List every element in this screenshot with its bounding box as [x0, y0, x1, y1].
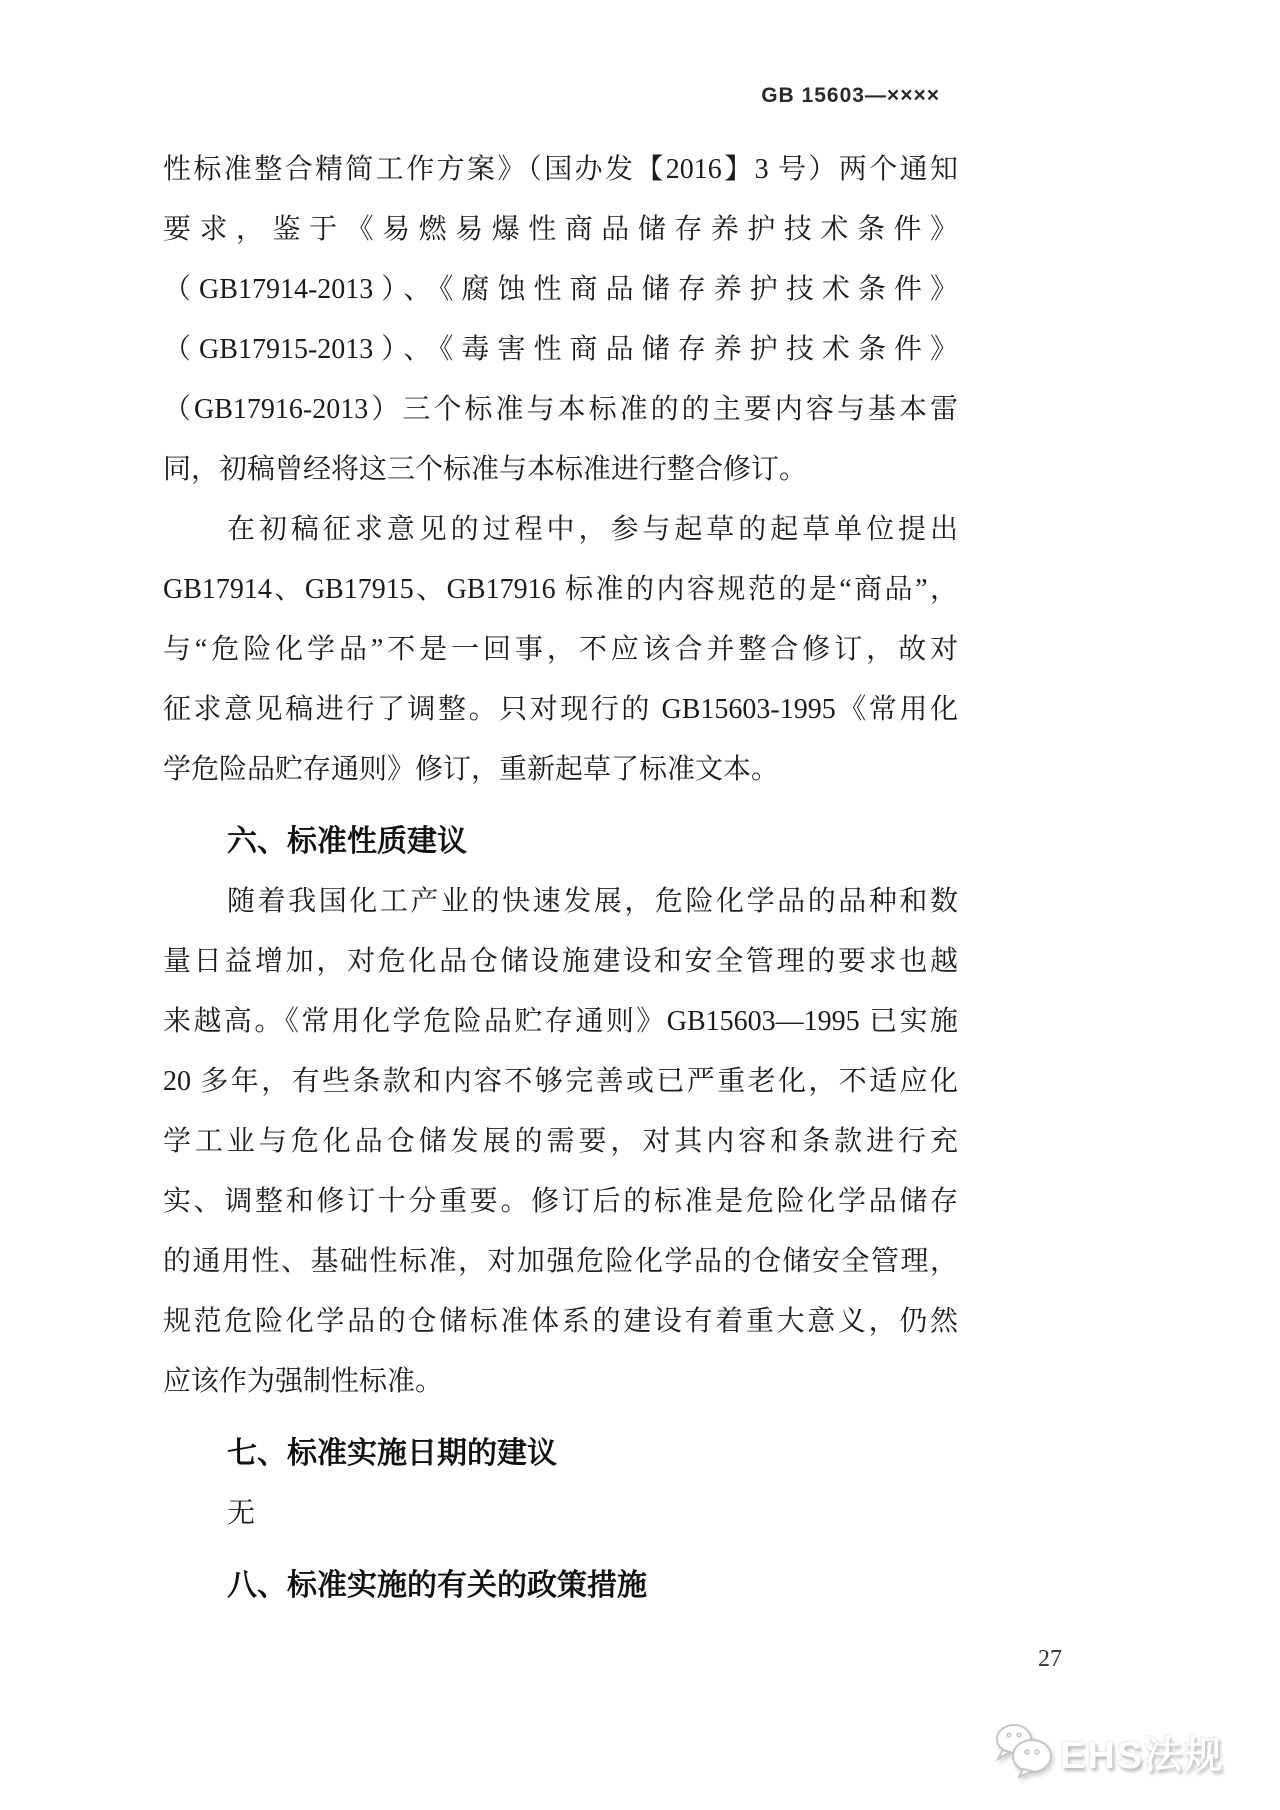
text-line: 性标准整合精简工作方案》（国办发【2016】3 号）两个通知: [163, 154, 958, 185]
text-line: 实、调整和修订十分重要。修订后的标准是危险化学品储存: [163, 1186, 958, 1217]
wechat-icon: [990, 1720, 1052, 1783]
text-line: 应该作为强制性标准。: [163, 1366, 444, 1397]
text-line: GB17914、GB17915、GB17916 标准的内容规范的是“商品”，: [163, 574, 958, 605]
text-line: 随着我国化工产业的快速发展，危险化学品的品种和数: [227, 886, 958, 917]
text-line: （GB17915-2013）、《毒害性商品储存养护技术条件》: [163, 334, 958, 365]
section-heading: 七、标准实施日期的建议: [227, 1437, 557, 1470]
text-line: 的通用性、基础性标准，对加强危险化学品的仓储安全管理，: [163, 1246, 958, 1277]
text-line: 规范危险化学品的仓储标准体系的建设有着重大意义，仍然: [163, 1306, 958, 1337]
text-line: （GB17916-2013）三个标准与本标准的的主要内容与基本雷: [163, 394, 958, 425]
text-line: （GB17914-2013）、《腐蚀性商品储存养护技术条件》: [163, 274, 958, 305]
watermark: [990, 1720, 1224, 1783]
text-line: 与“危险化学品”不是一回事，不应该合并整合修订，故对: [163, 634, 958, 665]
document-body: [163, 140, 958, 1616]
text-line: 学工业与危化品仓储发展的需要，对其内容和条款进行充: [163, 1126, 958, 1157]
text-line: 要求，鉴于《易燃易爆性商品储存养护技术条件》: [163, 214, 958, 245]
text-line: 20 多年，有些条款和内容不够完善或已严重老化，不适应化: [163, 1066, 958, 1097]
page-header-standard-number: GB 15603—××××: [761, 84, 940, 107]
watermark-label: EHS法规: [1060, 1735, 1225, 1777]
section-heading: 六、标准性质建议: [227, 825, 467, 858]
text-line: 量日益增加，对危化品仓储设施建设和安全管理的要求也越: [163, 946, 958, 977]
section-heading: 八、标准实施的有关的政策措施: [227, 1569, 647, 1602]
text-line: 学危险品贮存通则》修订，重新起草了标准文本。: [163, 754, 780, 785]
text-line: 无: [227, 1498, 256, 1529]
text-line: 征求意见稿进行了调整。只对现行的 GB15603-1995《常用化: [163, 694, 958, 725]
text-line: 来越高。《常用化学危险品贮存通则》GB15603—1995 已实施: [163, 1006, 958, 1037]
text-line: 同，初稿曾经将这三个标准与本标准进行整合修订。: [163, 454, 808, 485]
text-line: 在初稿征求意见的过程中，参与起草的起草单位提出: [227, 514, 958, 545]
page-number: 27: [1038, 1646, 1062, 1672]
